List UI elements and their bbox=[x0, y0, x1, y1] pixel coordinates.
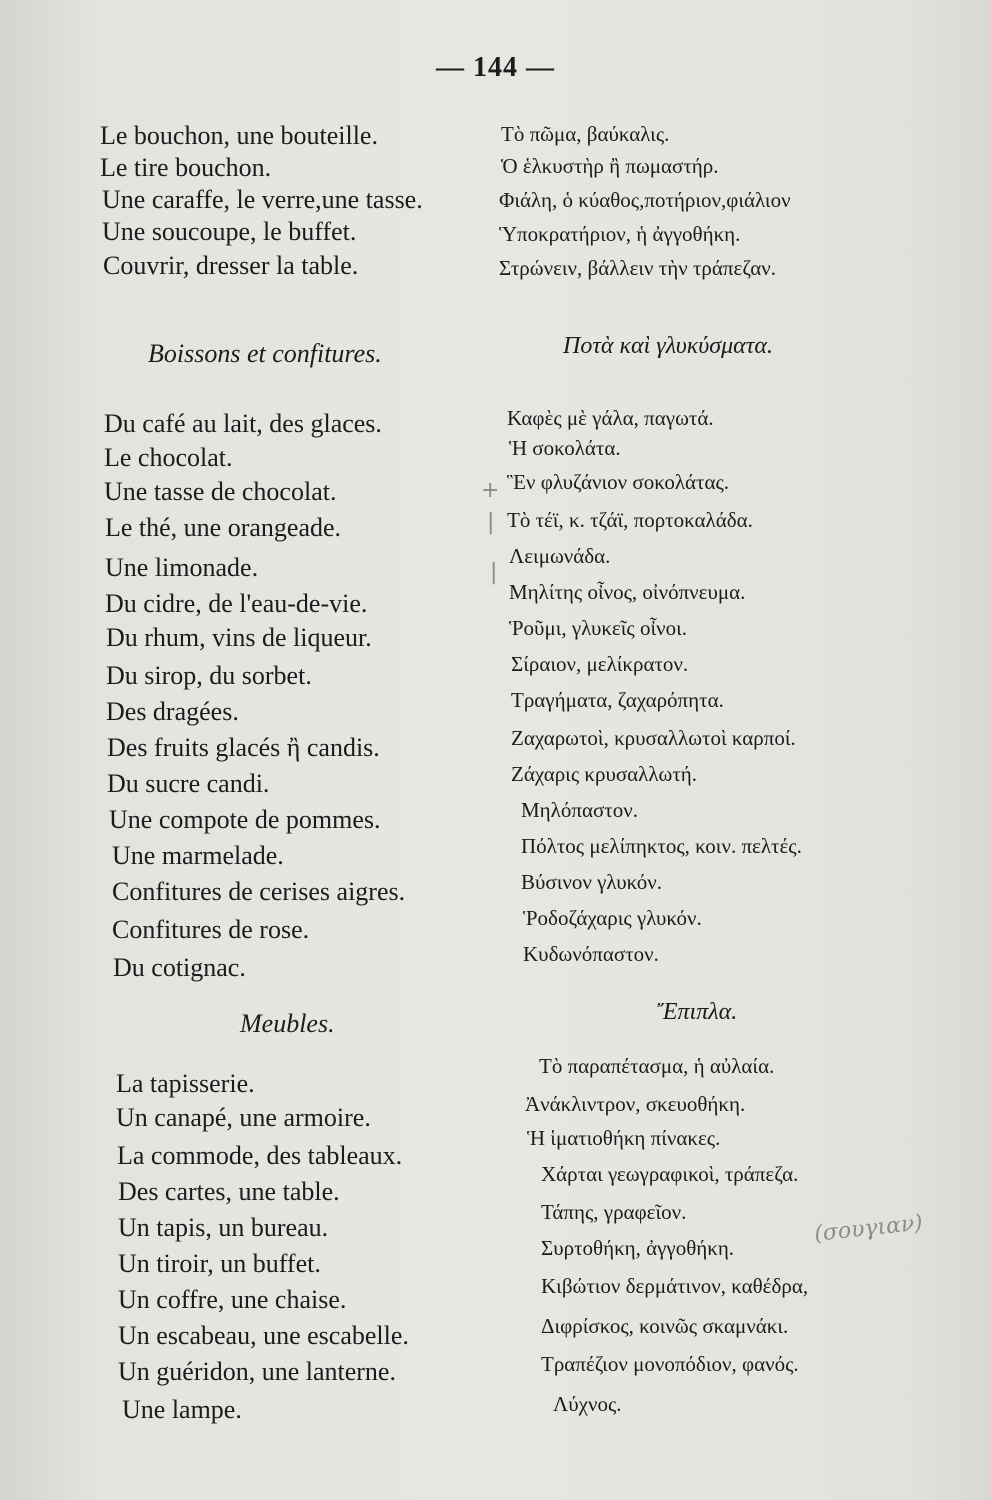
greek-line: Τραπέζιον μονοπόδιον, φανός. bbox=[541, 1352, 799, 1376]
greek-line: Τάπης, γραφεῖον. bbox=[541, 1200, 687, 1224]
greek-line: Ζάχαρις κρυσαλλωτή. bbox=[511, 762, 698, 786]
greek-line: Ῥοδοζάχαρις γλυκόν. bbox=[523, 906, 702, 930]
greek-line: Καφὲς μὲ γάλα, παγωτά. bbox=[507, 406, 714, 430]
greek-line: Λύχνος. bbox=[553, 1392, 622, 1416]
french-line: Une compote de pommes. bbox=[109, 805, 381, 834]
french-line: Le chocolat. bbox=[104, 443, 233, 472]
french-line: Des dragées. bbox=[106, 697, 239, 726]
french-line: Du sucre candi. bbox=[107, 769, 270, 798]
french-line: Du sirop, du sorbet. bbox=[106, 661, 312, 690]
greek-line: Ἡ ἱματιοθήκη πίνακες. bbox=[527, 1126, 721, 1150]
greek-line: Κιβώτιον δερμάτινον, καθέδρα, bbox=[541, 1274, 809, 1298]
greek-line: Μηλόπαστον. bbox=[521, 798, 638, 822]
greek-line: Τραγήματα, ζαχαρόπητα. bbox=[511, 688, 724, 712]
french-line: Un canapé, une armoire. bbox=[116, 1103, 371, 1132]
greek-line: Ὑποκρατήριον, ἡ ἀγγοθήκη. bbox=[499, 222, 741, 246]
greek-heading-epipla: Ἔπιπλα. bbox=[657, 999, 738, 1025]
french-line: Du cotignac. bbox=[113, 953, 246, 982]
page-number: — 144 — bbox=[436, 52, 555, 83]
french-line: Du café au lait, des glaces. bbox=[104, 409, 382, 438]
french-line: Un guéridon, une lanterne. bbox=[118, 1357, 396, 1386]
greek-line: Ζαχαρωτοὶ, κρυσαλλωτοὶ καρποί. bbox=[511, 726, 796, 750]
french-line: Une caraffe, le verre,une tasse. bbox=[102, 185, 423, 214]
greek-line: Τὸ παραπέτασμα, ἡ αὐλαία. bbox=[539, 1054, 775, 1078]
pencil-margin-tick: | bbox=[490, 560, 498, 585]
french-line: La tapisserie. bbox=[116, 1069, 255, 1098]
greek-line: Ὁ ἑλκυστὴρ ἢ πωμαστήρ. bbox=[501, 154, 719, 178]
french-line: Confitures de cerises aigres. bbox=[112, 877, 406, 906]
french-line: Un escabeau, une escabelle. bbox=[118, 1321, 409, 1350]
french-line: Une marmelade. bbox=[112, 841, 284, 870]
french-line: Du cidre, de l'eau-de-vie. bbox=[105, 589, 368, 618]
greek-line: Χάρται γεωγραφικοὶ, τράπεζα. bbox=[541, 1162, 799, 1186]
french-line: Le thé, une orangeade. bbox=[105, 513, 342, 542]
greek-line: Πόλτος μελίπηκτος, κοιν. πελτές. bbox=[521, 834, 802, 858]
greek-line: Ἡ σοκολάτα. bbox=[509, 436, 621, 460]
section-heading-boissons: Boissons et confitures. bbox=[148, 339, 382, 368]
greek-line: Συρτοθήκη, ἀγγοθήκη. bbox=[541, 1236, 735, 1260]
french-line: Le tire bouchon. bbox=[100, 153, 272, 182]
greek-line: Λειμωνάδα. bbox=[509, 544, 611, 568]
french-line: Des fruits glacés ἢ candis. bbox=[107, 733, 380, 762]
french-line: Un coffre, une chaise. bbox=[118, 1285, 347, 1314]
french-line: Des cartes, une table. bbox=[118, 1177, 340, 1206]
french-line: Couvrir, dresser la table. bbox=[103, 251, 359, 280]
greek-line: Μηλίτης οἶνος, οἰνόπνευμα. bbox=[509, 580, 746, 604]
greek-line: Βύσινον γλυκόν. bbox=[521, 870, 662, 894]
pencil-margin-mark: + bbox=[481, 478, 500, 503]
french-line: Confitures de rose. bbox=[112, 915, 310, 944]
greek-line: Στρώνειν, βάλλειν τὴν τράπεζαν. bbox=[499, 256, 776, 280]
french-line: Du rhum, vins de liqueur. bbox=[106, 623, 372, 652]
french-line: Un tapis, un bureau. bbox=[118, 1213, 329, 1242]
pencil-annotation: (σουγιαν) bbox=[813, 1210, 924, 1247]
greek-line: Ῥοῦμι, γλυκεῖς οἶνοι. bbox=[509, 616, 688, 640]
french-line: Une tasse de chocolat. bbox=[104, 477, 337, 506]
pencil-margin-tick: | bbox=[487, 510, 495, 535]
greek-line: Ἀνάκλιντρον, σκευοθήκη. bbox=[525, 1092, 746, 1116]
greek-line: Φιάλη, ὁ κύαθος,ποτήριον,φιάλιον bbox=[499, 188, 791, 212]
section-heading-meubles: Meubles. bbox=[240, 1009, 335, 1038]
greek-line: Τὸ πῶμα, βαύκαλις. bbox=[501, 122, 670, 146]
greek-line: Κυδωνόπαστον. bbox=[523, 942, 659, 966]
greek-line: Τὸ τέϊ, κ. τζάϊ, πορτοκαλάδα. bbox=[507, 508, 753, 532]
greek-line: Διφρίσκος, κοινῶς σκαμνάκι. bbox=[541, 1314, 789, 1338]
french-line: Un tiroir, un buffet. bbox=[118, 1249, 321, 1278]
french-line: Le bouchon, une bouteille. bbox=[100, 121, 378, 150]
french-line: Une lampe. bbox=[122, 1395, 242, 1424]
greek-heading-pota: Ποτὰ καὶ γλυκύσματα. bbox=[563, 333, 773, 359]
french-line: La commode, des tableaux. bbox=[117, 1141, 403, 1170]
french-line: Une limonade. bbox=[105, 553, 259, 582]
greek-line: Σίραιον, μελίκρατον. bbox=[511, 652, 689, 676]
french-line: Une soucoupe, le buffet. bbox=[102, 217, 357, 246]
greek-line: Ἓν φλυζάνιον σοκολάτας. bbox=[507, 470, 730, 494]
